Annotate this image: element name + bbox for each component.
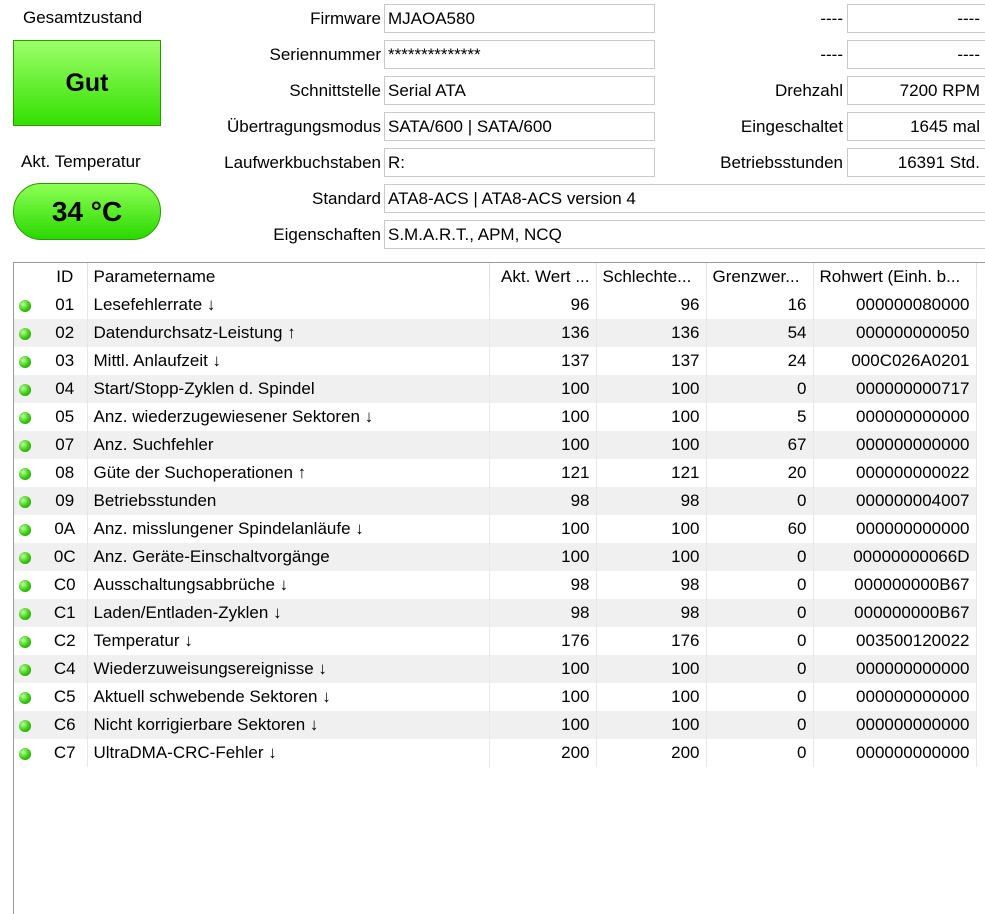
header-raw-value[interactable]: Rohwert (Einh. b... bbox=[813, 263, 976, 291]
threshold-value: 0 bbox=[706, 627, 813, 655]
temperature-display[interactable]: 34 °C bbox=[13, 183, 161, 240]
info-right-label: Drehzahl bbox=[774, 81, 843, 100]
info-left-field[interactable]: SATA/600 | SATA/600 bbox=[384, 112, 655, 141]
status-ok-icon bbox=[19, 440, 31, 452]
threshold-value: 20 bbox=[706, 459, 813, 487]
info-left-label: Firmware bbox=[310, 9, 381, 28]
table-row[interactable] bbox=[14, 375, 976, 403]
info-wide-field[interactable]: ATA8-ACS | ATA8-ACS version 4 bbox=[384, 184, 985, 213]
raw-value: 000000080000 bbox=[813, 291, 976, 319]
current-value: 100 bbox=[489, 711, 596, 739]
attribute-id: 0A bbox=[43, 515, 87, 543]
current-value: 200 bbox=[489, 739, 596, 767]
parameter-name: Datendurchsatz-Leistung ↑ bbox=[87, 319, 489, 347]
threshold-value: 60 bbox=[706, 515, 813, 543]
parameter-name: Anz. Suchfehler bbox=[87, 431, 489, 459]
info-left-label: Übertragungsmodus bbox=[226, 117, 381, 136]
temperature-label: Akt. Temperatur bbox=[21, 152, 141, 171]
raw-value: 000000000000 bbox=[813, 683, 976, 711]
worst-value: 100 bbox=[596, 431, 706, 459]
info-right-field[interactable]: 1645 mal bbox=[847, 112, 985, 141]
status-ok-icon bbox=[19, 384, 31, 396]
attribute-id: C6 bbox=[43, 711, 87, 739]
table-row[interactable] bbox=[14, 347, 976, 375]
status-ok-icon bbox=[19, 328, 31, 340]
table-row[interactable] bbox=[14, 543, 976, 571]
table-row[interactable] bbox=[14, 739, 976, 767]
worst-value: 100 bbox=[596, 515, 706, 543]
raw-value: 000000000000 bbox=[813, 739, 976, 767]
parameter-name: Nicht korrigierbare Sektoren ↓ bbox=[87, 711, 489, 739]
status-cell bbox=[14, 291, 43, 319]
status-cell bbox=[14, 403, 43, 431]
worst-value: 96 bbox=[596, 291, 706, 319]
threshold-value: 67 bbox=[706, 431, 813, 459]
parameter-name: Laden/Entladen-Zyklen ↓ bbox=[87, 599, 489, 627]
parameter-name: UltraDMA-CRC-Fehler ↓ bbox=[87, 739, 489, 767]
status-cell bbox=[14, 431, 43, 459]
info-right-label: ---- bbox=[820, 9, 843, 28]
table-row[interactable] bbox=[14, 627, 976, 655]
raw-value: 000000000000 bbox=[813, 515, 976, 543]
current-value: 100 bbox=[489, 375, 596, 403]
status-cell bbox=[14, 711, 43, 739]
table-row[interactable] bbox=[14, 487, 976, 515]
attribute-id: 01 bbox=[43, 291, 87, 319]
table-row[interactable] bbox=[14, 571, 976, 599]
worst-value: 98 bbox=[596, 571, 706, 599]
current-value: 176 bbox=[489, 627, 596, 655]
threshold-value: 0 bbox=[706, 683, 813, 711]
raw-value: 000000000000 bbox=[813, 655, 976, 683]
threshold-value: 5 bbox=[706, 403, 813, 431]
current-value: 98 bbox=[489, 571, 596, 599]
table-row[interactable] bbox=[14, 515, 976, 543]
current-value: 98 bbox=[489, 487, 596, 515]
status-cell bbox=[14, 375, 43, 403]
status-cell bbox=[14, 627, 43, 655]
info-left-field[interactable]: Serial ATA bbox=[384, 76, 655, 105]
raw-value: 000000000B67 bbox=[813, 571, 976, 599]
status-ok-icon bbox=[19, 580, 31, 592]
current-value: 121 bbox=[489, 459, 596, 487]
worst-value: 100 bbox=[596, 683, 706, 711]
health-status-button[interactable]: Gut bbox=[13, 40, 161, 126]
threshold-value: 0 bbox=[706, 711, 813, 739]
header-worst-value[interactable]: Schlechte... bbox=[596, 263, 706, 291]
status-ok-icon bbox=[19, 524, 31, 536]
current-value: 98 bbox=[489, 599, 596, 627]
info-right-label: Eingeschaltet bbox=[740, 117, 843, 136]
current-value: 100 bbox=[489, 683, 596, 711]
status-ok-icon bbox=[19, 468, 31, 480]
table-row[interactable] bbox=[14, 459, 976, 487]
threshold-value: 16 bbox=[706, 291, 813, 319]
status-cell bbox=[14, 515, 43, 543]
table-row[interactable] bbox=[14, 683, 976, 711]
raw-value: 000000004007 bbox=[813, 487, 976, 515]
status-ok-icon bbox=[19, 720, 31, 732]
current-value: 96 bbox=[489, 291, 596, 319]
status-cell bbox=[14, 487, 43, 515]
table-row[interactable] bbox=[14, 599, 976, 627]
parameter-name: Anz. misslungener Spindelanläufe ↓ bbox=[87, 515, 489, 543]
status-cell bbox=[14, 347, 43, 375]
info-left-label: Laufwerkbuchstaben bbox=[224, 153, 381, 172]
worst-value: 200 bbox=[596, 739, 706, 767]
status-cell bbox=[14, 655, 43, 683]
status-cell bbox=[14, 459, 43, 487]
table-row[interactable] bbox=[14, 319, 976, 347]
info-right-field[interactable]: ---- bbox=[847, 4, 985, 33]
parameter-name: Anz. wiederzugewiesener Sektoren ↓ bbox=[87, 403, 489, 431]
worst-value: 100 bbox=[596, 543, 706, 571]
status-ok-icon bbox=[19, 496, 31, 508]
info-right-field[interactable]: 16391 Std. bbox=[847, 148, 985, 177]
table-row[interactable] bbox=[14, 291, 976, 319]
status-ok-icon bbox=[19, 748, 31, 760]
info-left-label: Seriennummer bbox=[269, 45, 381, 64]
header-parameter-name[interactable]: Parametername bbox=[87, 263, 489, 291]
table-row[interactable] bbox=[14, 655, 976, 683]
info-left-field[interactable]: R: bbox=[384, 148, 655, 177]
attribute-id: C0 bbox=[43, 571, 87, 599]
info-left-field[interactable]: MJAOA580 bbox=[384, 4, 655, 33]
current-value: 100 bbox=[489, 403, 596, 431]
worst-value: 98 bbox=[596, 599, 706, 627]
attribute-id: 0C bbox=[43, 543, 87, 571]
raw-value: 000000000000 bbox=[813, 711, 976, 739]
attribute-id: C1 bbox=[43, 599, 87, 627]
parameter-name: Temperatur ↓ bbox=[87, 627, 489, 655]
health-label: Gesamtzustand bbox=[23, 8, 143, 27]
raw-value: 000000000000 bbox=[813, 403, 976, 431]
threshold-value: 0 bbox=[706, 543, 813, 571]
raw-value: 000000000717 bbox=[813, 375, 976, 403]
info-left-field[interactable]: ************** bbox=[384, 40, 655, 69]
threshold-value: 54 bbox=[706, 319, 813, 347]
parameter-name: Lesefehlerrate ↓ bbox=[87, 291, 489, 319]
current-value: 137 bbox=[489, 347, 596, 375]
parameter-name: Güte der Suchoperationen ↑ bbox=[87, 459, 489, 487]
info-wide-label: Eigenschaften bbox=[273, 225, 381, 244]
worst-value: 98 bbox=[596, 487, 706, 515]
attribute-id: 09 bbox=[43, 487, 87, 515]
status-cell bbox=[14, 739, 43, 767]
parameter-name: Anz. Geräte-Einschaltvorgänge bbox=[87, 543, 489, 571]
header-threshold[interactable]: Grenzwer... bbox=[706, 263, 813, 291]
threshold-value: 0 bbox=[706, 599, 813, 627]
worst-value: 100 bbox=[596, 655, 706, 683]
raw-value: 000000000B67 bbox=[813, 599, 976, 627]
attribute-id: C7 bbox=[43, 739, 87, 767]
status-cell bbox=[14, 543, 43, 571]
attribute-id: 04 bbox=[43, 375, 87, 403]
header-status[interactable] bbox=[14, 263, 43, 291]
info-wide-field[interactable]: S.M.A.R.T., APM, NCQ bbox=[384, 220, 985, 249]
attribute-id: C4 bbox=[43, 655, 87, 683]
parameter-name: Aktuell schwebende Sektoren ↓ bbox=[87, 683, 489, 711]
raw-value: 000000000000 bbox=[813, 431, 976, 459]
raw-value: 003500120022 bbox=[813, 627, 976, 655]
raw-value: 00000000066D bbox=[813, 543, 976, 571]
current-value: 100 bbox=[489, 655, 596, 683]
attribute-id: C5 bbox=[43, 683, 87, 711]
threshold-value: 0 bbox=[706, 655, 813, 683]
status-cell bbox=[14, 599, 43, 627]
attribute-id: C2 bbox=[43, 627, 87, 655]
attribute-id: 05 bbox=[43, 403, 87, 431]
threshold-value: 0 bbox=[706, 571, 813, 599]
worst-value: 100 bbox=[596, 403, 706, 431]
attribute-id: 08 bbox=[43, 459, 87, 487]
info-right-field[interactable]: 7200 RPM bbox=[847, 76, 985, 105]
parameter-name: Wiederzuweisungsereignisse ↓ bbox=[87, 655, 489, 683]
table-row[interactable] bbox=[14, 711, 976, 739]
current-value: 100 bbox=[489, 515, 596, 543]
status-ok-icon bbox=[19, 664, 31, 676]
parameter-name: Mittl. Anlaufzeit ↓ bbox=[87, 347, 489, 375]
parameter-name: Start/Stopp-Zyklen d. Spindel bbox=[87, 375, 489, 403]
info-right-label: Betriebsstunden bbox=[720, 153, 843, 172]
parameter-name: Betriebsstunden bbox=[87, 487, 489, 515]
header-id[interactable]: ID bbox=[43, 263, 87, 291]
status-ok-icon bbox=[19, 692, 31, 704]
raw-value: 000000000050 bbox=[813, 319, 976, 347]
threshold-value: 0 bbox=[706, 487, 813, 515]
attribute-id: 07 bbox=[43, 431, 87, 459]
status-ok-icon bbox=[19, 412, 31, 424]
threshold-value: 24 bbox=[706, 347, 813, 375]
raw-value: 000C026A0201 bbox=[813, 347, 976, 375]
info-right-field[interactable]: ---- bbox=[847, 40, 985, 69]
worst-value: 176 bbox=[596, 627, 706, 655]
threshold-value: 0 bbox=[706, 375, 813, 403]
threshold-value: 0 bbox=[706, 739, 813, 767]
status-ok-icon bbox=[19, 608, 31, 620]
info-wide-label: Standard bbox=[312, 189, 381, 208]
attribute-id: 03 bbox=[43, 347, 87, 375]
current-value: 100 bbox=[489, 431, 596, 459]
parameter-name: Ausschaltungsabbrüche ↓ bbox=[87, 571, 489, 599]
table-header-row bbox=[14, 263, 976, 291]
status-ok-icon bbox=[19, 300, 31, 312]
header-current-value[interactable]: Akt. Wert ... bbox=[489, 263, 596, 291]
info-left-label: Schnittstelle bbox=[289, 81, 381, 100]
worst-value: 100 bbox=[596, 375, 706, 403]
status-ok-icon bbox=[19, 552, 31, 564]
status-cell bbox=[14, 571, 43, 599]
worst-value: 136 bbox=[596, 319, 706, 347]
worst-value: 100 bbox=[596, 711, 706, 739]
table-row[interactable] bbox=[14, 403, 976, 431]
current-value: 136 bbox=[489, 319, 596, 347]
smart-attributes-table[interactable] bbox=[13, 262, 985, 914]
worst-value: 121 bbox=[596, 459, 706, 487]
worst-value: 137 bbox=[596, 347, 706, 375]
status-ok-icon bbox=[19, 356, 31, 368]
attribute-id: 02 bbox=[43, 319, 87, 347]
current-value: 100 bbox=[489, 543, 596, 571]
status-cell bbox=[14, 683, 43, 711]
info-right-label: ---- bbox=[820, 45, 843, 64]
raw-value: 000000000022 bbox=[813, 459, 976, 487]
status-ok-icon bbox=[19, 636, 31, 648]
status-cell bbox=[14, 319, 43, 347]
table-row[interactable] bbox=[14, 431, 976, 459]
